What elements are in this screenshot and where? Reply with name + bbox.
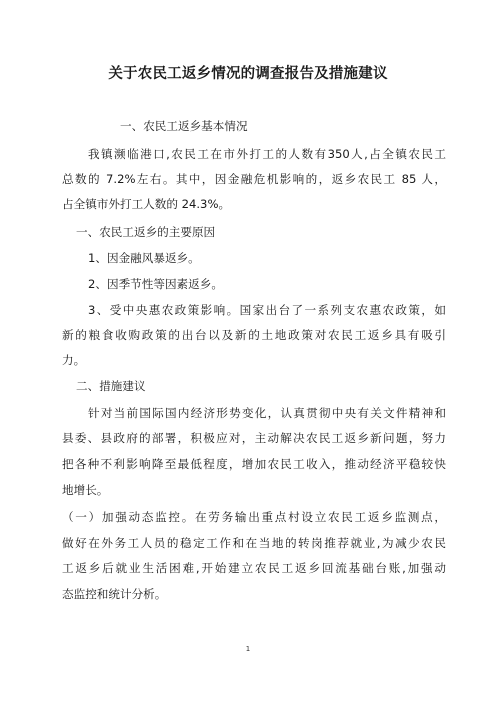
paragraph-line: 总数的 7.2%左右。其中，因金融危机影响的，返乡农民工 85 人， — [62, 172, 446, 186]
paragraph-line: 工返乡后就业生活困难,开始建立农民工返乡回流基础台账,加强动 — [62, 561, 446, 575]
paragraph-line: 地增长。 — [62, 483, 109, 497]
page-number: 1 — [245, 645, 251, 653]
paragraph-line: 针对当前国际国内经济形势变化，认真贯彻中央有关文件精神和 — [88, 406, 446, 420]
paragraph-line: 做好在外务工人员的稳定工作和在当地的转岗推荐就业,为减少农民 — [62, 536, 446, 550]
list-item: 1、因金融风暴返乡。 — [88, 251, 200, 265]
section-heading-measures: 二、措施建议 — [76, 379, 146, 393]
paragraph-line: 县委、县政府的部署，积极应对，主动解决农民工返乡新问题，努力 — [62, 431, 446, 445]
paragraph-line: 我镇濒临港口,农民工在市外打工的人数有350人,占全镇农民工 — [88, 147, 446, 161]
section-heading-main-reasons: 一、农民工返乡的主要原因 — [76, 225, 216, 239]
section-heading-basic-situation: 一、农民工返乡基本情况 — [120, 119, 248, 133]
paragraph-line: 力。 — [62, 353, 86, 367]
paragraph-line: （一）加强动态监控。在劳务输出重点村设立农民工返乡监测点， — [62, 510, 446, 524]
paragraph-line: 3、受中央惠农政策影响。国家出台了一系列支农惠农政策，如 — [88, 303, 446, 317]
paragraph-line: 新的粮食收购政策的出台以及新的土地政策对农民工返乡具有吸引 — [62, 328, 446, 342]
list-item: 2、因季节性等因素返乡。 — [88, 277, 223, 291]
document-title: 关于农民工返乡情况的调查报告及措施建议 — [108, 66, 388, 82]
paragraph-line: 把各种不利影响降至最低程度，增加农民工收入，推动经济平稳较快 — [62, 457, 446, 471]
paragraph-line: 态监控和统计分析。 — [62, 587, 167, 601]
paragraph-line: 占全镇市外打工人数的 24.3%。 — [62, 197, 231, 211]
